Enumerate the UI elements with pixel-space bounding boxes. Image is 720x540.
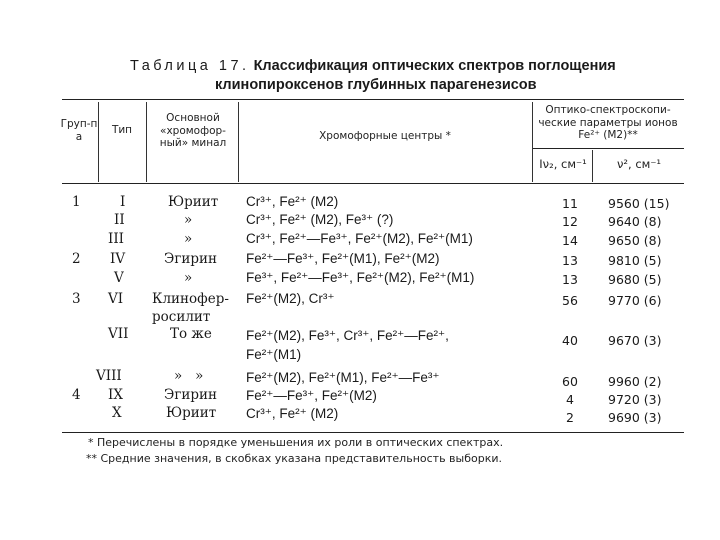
cell-mineral: Эгирин — [164, 251, 218, 267]
header-params: Оптико-спектроскопи-ческие параметры ионов Fe²⁺ (M2)** — [538, 104, 678, 141]
cell-centers-cont: Fe²⁺(M1) — [246, 347, 302, 362]
footnote-1: * Перечислены в порядке уменьшения их роли в оптических спектрах. — [88, 436, 504, 449]
cell-wavenumber: 9720 (3) — [608, 392, 662, 407]
cell-intensity: 56 — [562, 293, 578, 308]
cell-type: VI — [108, 291, 124, 307]
cell-wavenumber: 9560 (15) — [608, 196, 670, 211]
header-type: Тип — [111, 124, 133, 136]
cell-type: VIII — [96, 368, 122, 384]
cell-type: IX — [108, 387, 123, 403]
cell-group: 3 — [72, 291, 81, 307]
cell-mineral: » — [184, 231, 193, 247]
header-divider — [98, 102, 99, 182]
cell-centers: Cr³⁺, Fe²⁺ (M2), Fe³⁺ (?) — [246, 212, 394, 227]
table-title-line1: Классификация оптических спектров поглощения — [253, 58, 616, 74]
cell-mineral-cont: росилит — [152, 309, 211, 325]
header-centers: Хромофорные центры * — [319, 130, 451, 142]
cell-type: IV — [110, 251, 126, 267]
cell-wavenumber: 9650 (8) — [608, 233, 662, 248]
cell-mineral: » — [184, 212, 193, 228]
cell-wavenumber: 9690 (3) — [608, 410, 662, 425]
cell-group: 4 — [72, 387, 81, 403]
footnote-2: ** Средние значения, в скобках указана представительность выборки. — [86, 452, 503, 465]
cell-group: 2 — [72, 251, 81, 267]
cell-centers: Fe²⁺(M2), Fe³⁺, Cr³⁺, Fe²⁺—Fe²⁺, — [246, 328, 449, 343]
cell-type: X — [112, 405, 122, 421]
cell-intensity: 60 — [562, 374, 578, 389]
header-divider — [532, 102, 533, 182]
table-number: Таблица 17. — [130, 58, 250, 74]
cell-intensity: 2 — [566, 410, 574, 425]
cell-centers: Fe³⁺, Fe²⁺—Fe³⁺, Fe²⁺(M2), Fe²⁺(M1) — [246, 270, 475, 285]
table-header-rule — [62, 183, 684, 184]
header-divider — [146, 102, 147, 182]
table-title-line2: клинопироксенов глубинных парагенезисов — [215, 77, 537, 93]
table-bottom-rule — [62, 432, 684, 433]
cell-wavenumber: 9680 (5) — [608, 272, 662, 287]
cell-mineral: Юриит — [168, 194, 219, 210]
cell-mineral: Клинофер- — [152, 291, 229, 307]
cell-type: III — [108, 231, 124, 247]
cell-centers: Cr³⁺, Fe²⁺—Fe³⁺, Fe²⁺(M2), Fe²⁺(M1) — [246, 231, 473, 246]
header-intensity: Iν₂, см⁻¹ — [539, 157, 587, 171]
cell-intensity: 13 — [562, 272, 578, 287]
header-mineral: Основной «хромофор-ный» минал — [159, 112, 227, 149]
cell-mineral: » — [184, 270, 193, 286]
cell-centers: Fe²⁺(M2), Cr³⁺ — [246, 291, 335, 306]
cell-intensity: 40 — [562, 333, 578, 348]
cell-type: V — [114, 270, 124, 286]
cell-centers: Fe²⁺—Fe³⁺, Fe²⁺(M2) — [246, 388, 377, 403]
cell-intensity: 13 — [562, 253, 578, 268]
cell-intensity: 4 — [566, 392, 574, 407]
header-divider — [592, 150, 593, 182]
header-divider — [238, 102, 239, 182]
cell-wavenumber: 9640 (8) — [608, 214, 662, 229]
cell-mineral: » » — [174, 368, 204, 384]
cell-wavenumber: 9960 (2) — [608, 374, 662, 389]
cell-centers: Fe²⁺(M2), Fe²⁺(M1), Fe²⁺—Fe³⁺ — [246, 370, 440, 385]
cell-type: I — [120, 194, 126, 210]
params-header-divider — [532, 148, 684, 149]
header-group: Груп-па — [60, 118, 98, 143]
cell-intensity: 11 — [562, 196, 578, 211]
cell-centers: Cr³⁺, Fe²⁺ (M2) — [246, 194, 339, 209]
header-wavenumber: ν², см⁻¹ — [616, 157, 662, 171]
cell-centers: Cr³⁺, Fe²⁺ (M2) — [246, 406, 339, 421]
cell-intensity: 14 — [562, 233, 578, 248]
cell-mineral: То же — [170, 326, 212, 342]
cell-wavenumber: 9810 (5) — [608, 253, 662, 268]
cell-mineral: Эгирин — [164, 387, 218, 403]
table-caption — [130, 58, 616, 74]
cell-wavenumber: 9670 (3) — [608, 333, 662, 348]
cell-wavenumber: 9770 (6) — [608, 293, 662, 308]
cell-type: VII — [108, 326, 129, 342]
cell-mineral: Юриит — [166, 405, 217, 421]
cell-type: II — [114, 212, 125, 228]
cell-centers: Fe²⁺—Fe³⁺, Fe²⁺(M1), Fe²⁺(M2) — [246, 251, 440, 266]
cell-group: 1 — [72, 194, 81, 210]
cell-intensity: 12 — [562, 214, 578, 229]
table-top-rule — [62, 99, 684, 100]
